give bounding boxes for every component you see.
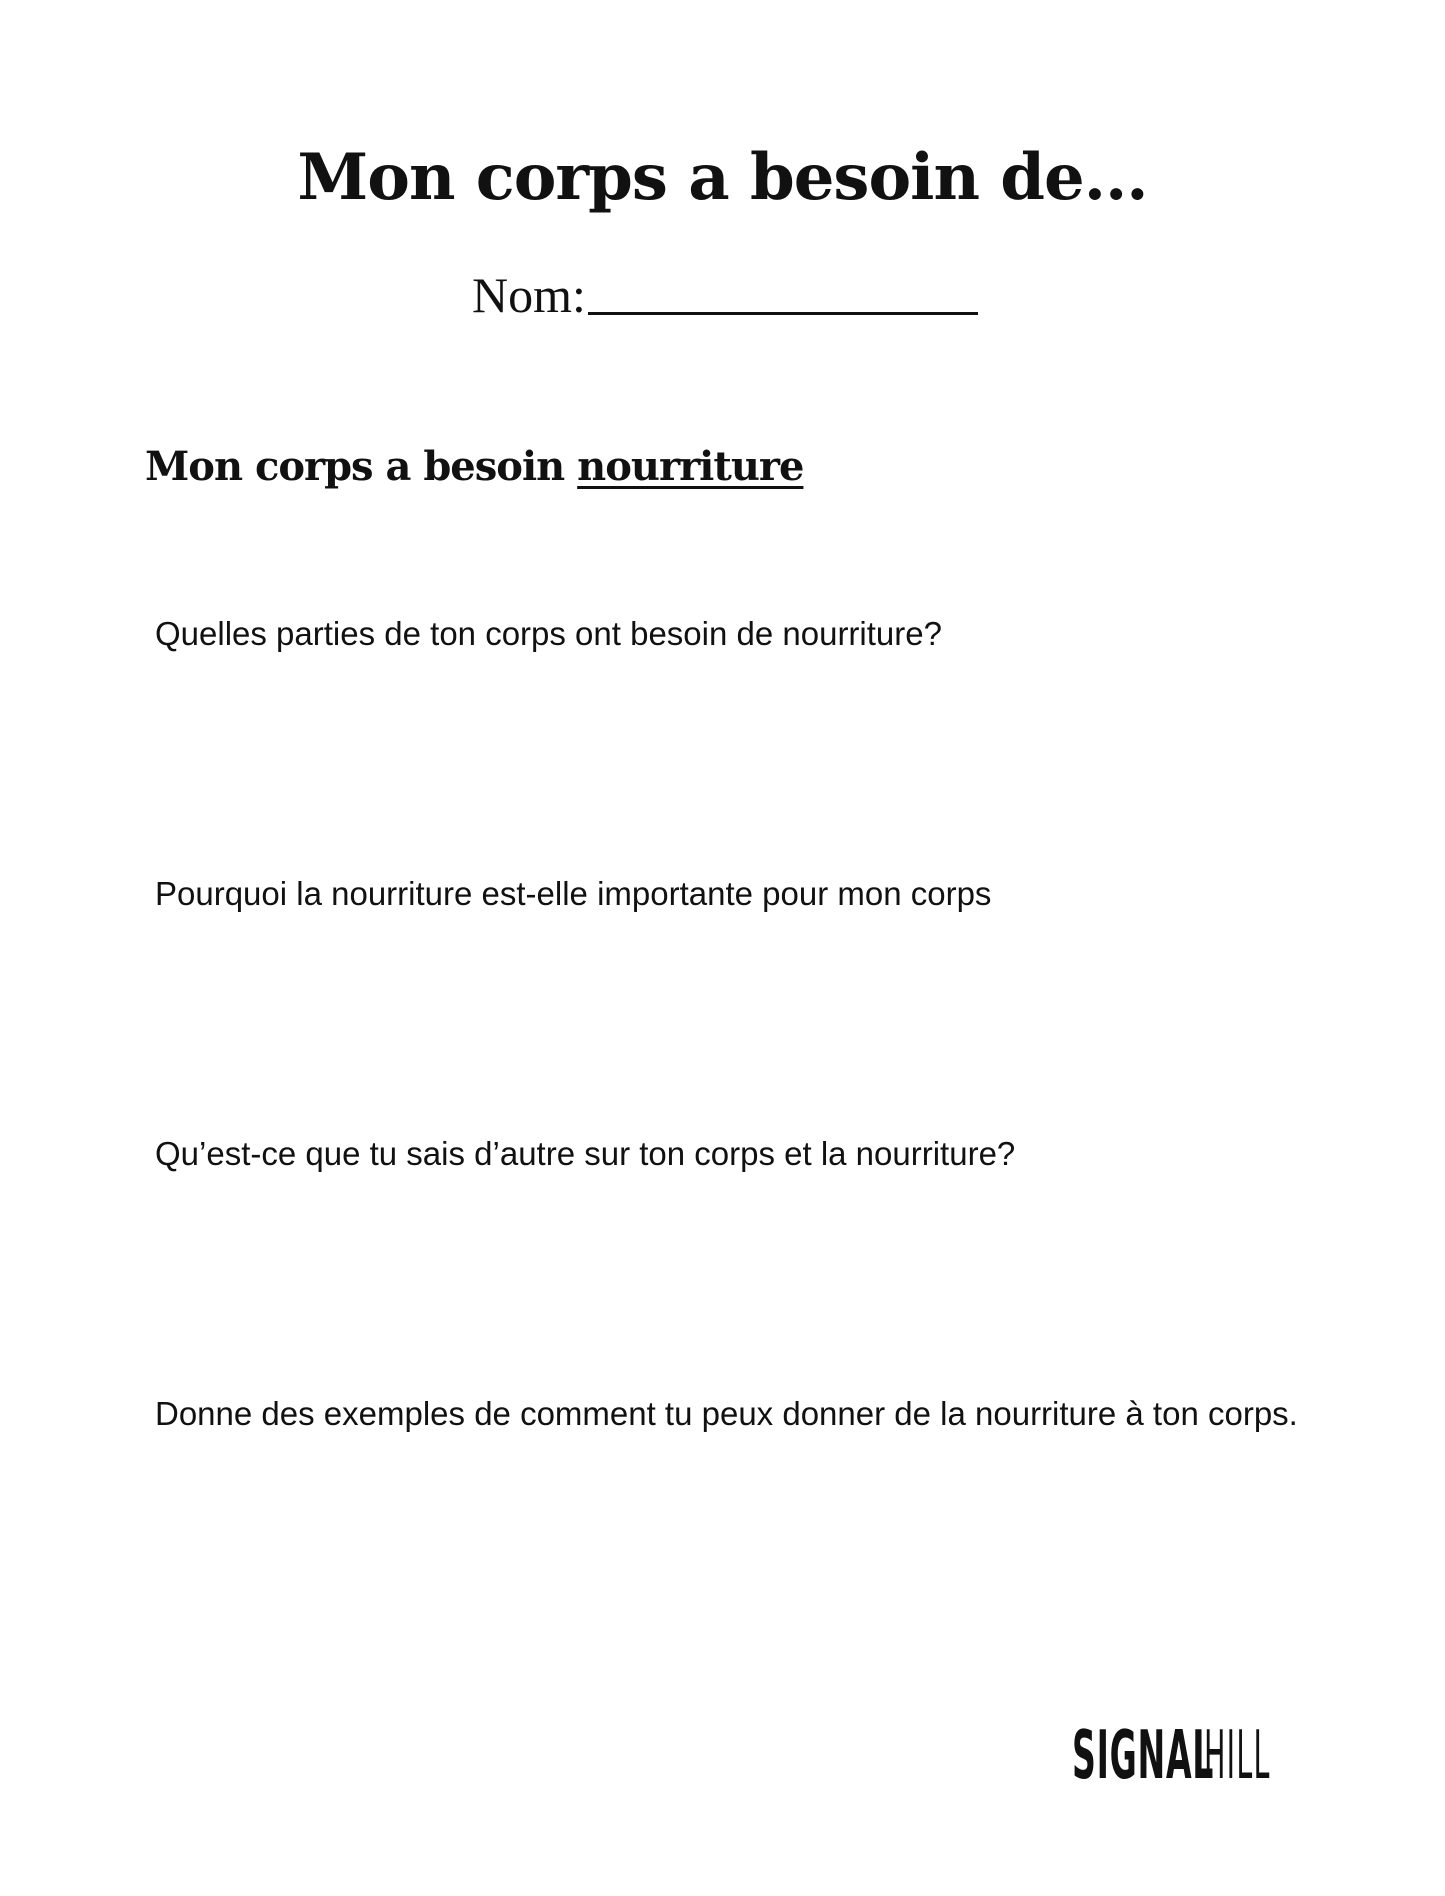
- name-blank-line: [588, 312, 978, 315]
- question-1: Quelles parties de ton corps ont besoin de nourriture?: [155, 615, 942, 652]
- page-title: Mon corps a besoin de...: [297, 140, 1148, 215]
- name-label: Nom:: [472, 267, 586, 323]
- section-heading-prefix: Mon corps a besoin: [145, 443, 578, 490]
- question-3: Qu’est-ce que tu sais d’autre sur ton corps et la nourriture?: [155, 1135, 1016, 1172]
- signal-hill-logo: [1072, 1715, 1312, 1794]
- section-heading-emphasis: nourriture: [577, 443, 804, 490]
- question-4: Donne des exemples de comment tu peux donner de la nourriture à ton corps.: [155, 1395, 1298, 1432]
- logo-light-text: HILL: [1204, 1715, 1272, 1794]
- section-heading: [145, 443, 803, 490]
- name-field: [472, 266, 978, 324]
- logo-bold-text: SIGNAL: [1072, 1715, 1215, 1794]
- question-2: Pourquoi la nourriture est-elle importante pour mon corps: [155, 875, 992, 912]
